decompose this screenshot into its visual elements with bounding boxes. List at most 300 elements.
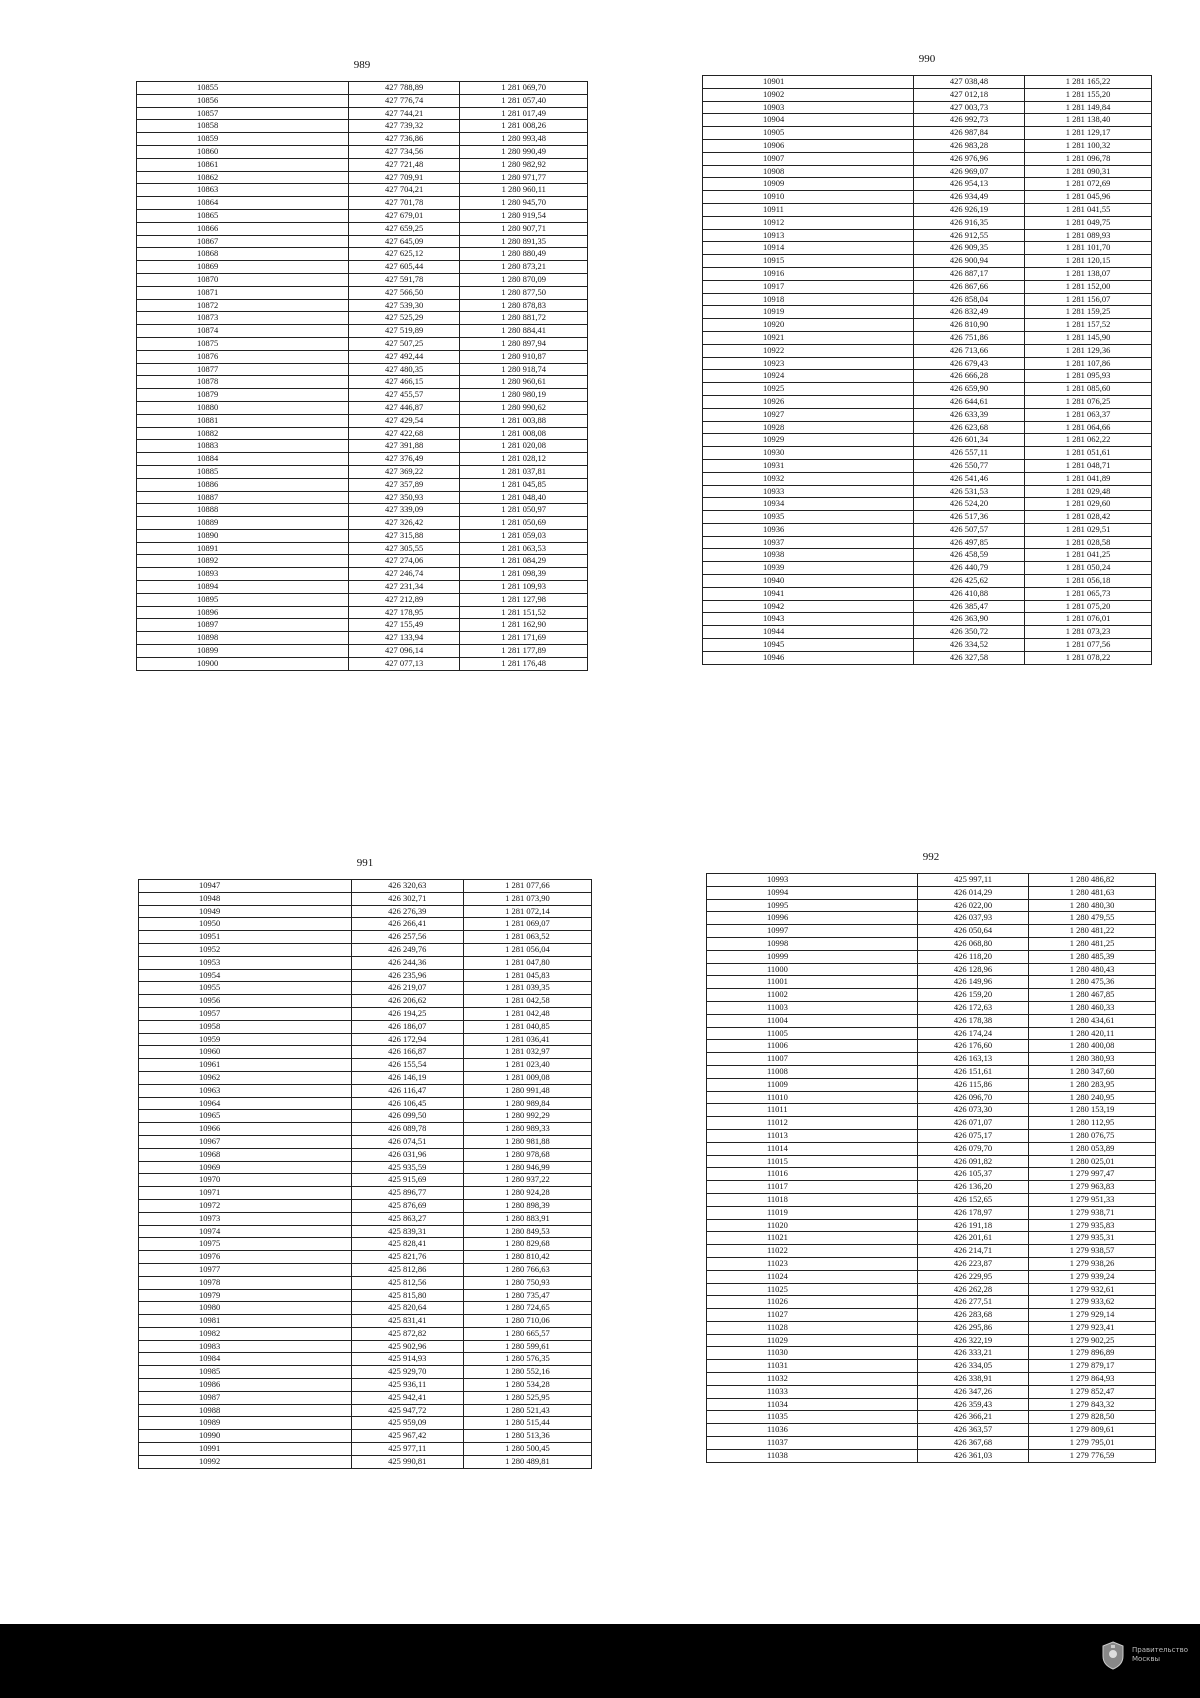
y-coordinate-cell: 1 280 907,71 [460, 222, 588, 235]
table-row [703, 229, 1152, 242]
x-coordinate-cell: 426 191,18 [917, 1219, 1028, 1232]
point-number-cell: 11034 [707, 1398, 918, 1411]
point-number-cell: 10901 [703, 76, 914, 89]
table-row [707, 1027, 1156, 1040]
x-coordinate-cell: 426 322,19 [917, 1334, 1028, 1347]
table-row [703, 472, 1152, 485]
point-number-cell: 10869 [137, 261, 349, 274]
point-number-cell: 10959 [139, 1033, 352, 1046]
x-coordinate-cell: 426 507,57 [913, 523, 1024, 536]
x-coordinate-cell: 426 440,79 [913, 562, 1024, 575]
x-coordinate-cell: 426 257,56 [351, 931, 463, 944]
y-coordinate-cell: 1 281 041,89 [1025, 472, 1152, 485]
y-coordinate-cell: 1 281 017,49 [460, 107, 588, 120]
point-number-cell: 10876 [137, 350, 349, 363]
y-coordinate-cell: 1 281 050,97 [460, 504, 588, 517]
footer-bar [0, 1624, 1200, 1698]
point-number-cell: 11020 [707, 1219, 918, 1232]
y-coordinate-cell: 1 280 521,43 [463, 1404, 591, 1417]
point-number-cell: 11024 [707, 1270, 918, 1283]
y-coordinate-cell: 1 280 877,50 [460, 286, 588, 299]
page-number: 989 [353, 59, 371, 71]
point-number-cell: 10895 [137, 593, 349, 606]
y-coordinate-cell: 1 280 937,22 [463, 1174, 591, 1187]
y-coordinate-cell: 1 279 929,14 [1029, 1309, 1156, 1322]
table-row [707, 1053, 1156, 1066]
x-coordinate-cell: 427 466,15 [348, 376, 460, 389]
x-coordinate-cell: 427 605,44 [348, 261, 460, 274]
table-row [137, 401, 588, 414]
table-row [703, 331, 1152, 344]
coordinates-table [138, 879, 592, 1469]
point-number-cell: 10936 [703, 523, 914, 536]
table-row [703, 165, 1152, 178]
y-coordinate-cell: 1 281 171,69 [460, 632, 588, 645]
x-coordinate-cell: 427 003,73 [913, 101, 1024, 114]
table-row [703, 613, 1152, 626]
x-coordinate-cell: 425 863,27 [351, 1212, 463, 1225]
x-coordinate-cell: 427 038,48 [913, 76, 1024, 89]
x-coordinate-cell: 426 172,63 [917, 1001, 1028, 1014]
y-coordinate-cell: 1 281 063,52 [463, 931, 591, 944]
table-row [703, 152, 1152, 165]
point-number-cell: 11026 [707, 1296, 918, 1309]
point-number-cell: 10974 [139, 1225, 352, 1238]
y-coordinate-cell: 1 281 159,25 [1025, 306, 1152, 319]
table-row [707, 950, 1156, 963]
x-coordinate-cell: 425 935,59 [351, 1161, 463, 1174]
point-number-cell: 10926 [703, 395, 914, 408]
point-number-cell: 10898 [137, 632, 349, 645]
table-row [137, 209, 588, 222]
point-number-cell: 10970 [139, 1174, 352, 1187]
point-number-cell: 10856 [137, 94, 349, 107]
table-row [139, 1123, 592, 1136]
y-coordinate-cell: 1 280 884,41 [460, 325, 588, 338]
x-coordinate-cell: 426 751,86 [913, 331, 1024, 344]
y-coordinate-cell: 1 280 480,30 [1029, 899, 1156, 912]
table-row [139, 1340, 592, 1353]
point-number-cell: 11021 [707, 1232, 918, 1245]
point-number-cell: 10977 [139, 1263, 352, 1276]
y-coordinate-cell: 1 281 056,04 [463, 943, 591, 956]
x-coordinate-cell: 426 524,20 [913, 498, 1024, 511]
page-number: 990 [918, 53, 936, 65]
x-coordinate-cell: 427 096,14 [348, 645, 460, 658]
x-coordinate-cell: 426 159,20 [917, 989, 1028, 1002]
table-row [139, 982, 592, 995]
y-coordinate-cell: 1 280 481,22 [1029, 925, 1156, 938]
table-row [139, 1059, 592, 1072]
table-row [137, 581, 588, 594]
x-coordinate-cell: 425 876,69 [351, 1199, 463, 1212]
point-number-cell: 10871 [137, 286, 349, 299]
point-number-cell: 11025 [707, 1283, 918, 1296]
table-row [703, 191, 1152, 204]
x-coordinate-cell: 426 350,72 [913, 626, 1024, 639]
y-coordinate-cell: 1 280 873,21 [460, 261, 588, 274]
x-coordinate-cell: 426 079,70 [917, 1142, 1028, 1155]
x-coordinate-cell: 425 959,09 [351, 1417, 463, 1430]
table-row [137, 427, 588, 440]
point-number-cell: 10899 [137, 645, 349, 658]
x-coordinate-cell: 427 625,12 [348, 248, 460, 261]
point-number-cell: 10913 [703, 229, 914, 242]
x-coordinate-cell: 426 166,87 [351, 1046, 463, 1059]
point-number-cell: 10990 [139, 1430, 352, 1443]
y-coordinate-cell: 1 279 951,33 [1029, 1193, 1156, 1206]
point-number-cell: 10988 [139, 1404, 352, 1417]
y-coordinate-cell: 1 280 829,68 [463, 1238, 591, 1251]
x-coordinate-cell: 427 519,89 [348, 325, 460, 338]
x-coordinate-cell: 427 012,18 [913, 88, 1024, 101]
point-number-cell: 10886 [137, 478, 349, 491]
table-row [139, 1225, 592, 1238]
table-row [707, 1373, 1156, 1386]
y-coordinate-cell: 1 281 051,61 [1025, 447, 1152, 460]
table-row [137, 286, 588, 299]
x-coordinate-cell: 427 736,86 [348, 133, 460, 146]
table-row [703, 216, 1152, 229]
x-coordinate-cell: 427 391,88 [348, 440, 460, 453]
x-coordinate-cell: 427 376,49 [348, 453, 460, 466]
y-coordinate-cell: 1 280 486,82 [1029, 874, 1156, 887]
table-row [137, 133, 588, 146]
y-coordinate-cell: 1 280 599,61 [463, 1340, 591, 1353]
point-number-cell: 10941 [703, 587, 914, 600]
y-coordinate-cell: 1 281 003,88 [460, 414, 588, 427]
y-coordinate-cell: 1 281 008,26 [460, 120, 588, 133]
x-coordinate-cell: 425 929,70 [351, 1366, 463, 1379]
x-coordinate-cell: 426 363,90 [913, 613, 1024, 626]
table-row [703, 357, 1152, 370]
point-number-cell: 10907 [703, 152, 914, 165]
x-coordinate-cell: 426 244,36 [351, 956, 463, 969]
point-number-cell: 11008 [707, 1065, 918, 1078]
y-coordinate-cell: 1 279 997,47 [1029, 1168, 1156, 1181]
y-coordinate-cell: 1 281 028,58 [1025, 536, 1152, 549]
x-coordinate-cell: 426 071,07 [917, 1117, 1028, 1130]
x-coordinate-cell: 427 231,34 [348, 581, 460, 594]
coordinates-table [702, 75, 1152, 665]
table-row [137, 337, 588, 350]
y-coordinate-cell: 1 280 665,57 [463, 1327, 591, 1340]
point-number-cell: 10864 [137, 197, 349, 210]
table-row [139, 1443, 592, 1456]
point-number-cell: 10978 [139, 1276, 352, 1289]
x-coordinate-cell: 426 633,39 [913, 408, 1024, 421]
x-coordinate-cell: 426 276,39 [351, 905, 463, 918]
x-coordinate-cell: 426 366,21 [917, 1411, 1028, 1424]
point-number-cell: 10881 [137, 414, 349, 427]
x-coordinate-cell: 427 133,94 [348, 632, 460, 645]
point-number-cell: 10922 [703, 344, 914, 357]
x-coordinate-cell: 427 659,25 [348, 222, 460, 235]
y-coordinate-cell: 1 280 480,43 [1029, 963, 1156, 976]
point-number-cell: 10900 [137, 657, 349, 670]
x-coordinate-cell: 427 679,01 [348, 209, 460, 222]
point-number-cell: 10943 [703, 613, 914, 626]
y-coordinate-cell: 1 280 766,63 [463, 1263, 591, 1276]
table-row [137, 542, 588, 555]
table-row [139, 1071, 592, 1084]
x-coordinate-cell: 426 367,68 [917, 1437, 1028, 1450]
y-coordinate-cell: 1 281 047,80 [463, 956, 591, 969]
y-coordinate-cell: 1 281 069,07 [463, 918, 591, 931]
y-coordinate-cell: 1 280 960,61 [460, 376, 588, 389]
x-coordinate-cell: 426 334,05 [917, 1360, 1028, 1373]
x-coordinate-cell: 426 163,13 [917, 1053, 1028, 1066]
table-row [707, 886, 1156, 899]
table-row [139, 1007, 592, 1020]
x-coordinate-cell: 425 936,11 [351, 1379, 463, 1392]
y-coordinate-cell: 1 280 891,35 [460, 235, 588, 248]
point-number-cell: 10965 [139, 1110, 352, 1123]
x-coordinate-cell: 426 916,35 [913, 216, 1024, 229]
x-coordinate-cell: 427 704,21 [348, 184, 460, 197]
table-row [139, 880, 592, 893]
point-number-cell: 11015 [707, 1155, 918, 1168]
point-number-cell: 10969 [139, 1161, 352, 1174]
y-coordinate-cell: 1 279 864,93 [1029, 1373, 1156, 1386]
point-number-cell: 10888 [137, 504, 349, 517]
table-row [707, 1424, 1156, 1437]
y-coordinate-cell: 1 280 481,63 [1029, 886, 1156, 899]
table-row [707, 1001, 1156, 1014]
x-coordinate-cell: 427 566,50 [348, 286, 460, 299]
x-coordinate-cell: 426 347,26 [917, 1385, 1028, 1398]
page-number: 991 [356, 857, 374, 869]
point-number-cell: 11005 [707, 1027, 918, 1040]
y-coordinate-cell: 1 280 810,42 [463, 1251, 591, 1264]
x-coordinate-cell: 426 219,07 [351, 982, 463, 995]
point-number-cell: 10867 [137, 235, 349, 248]
y-coordinate-cell: 1 280 534,28 [463, 1379, 591, 1392]
x-coordinate-cell: 427 305,55 [348, 542, 460, 555]
point-number-cell: 10904 [703, 114, 914, 127]
y-coordinate-cell: 1 280 971,77 [460, 171, 588, 184]
point-number-cell: 10875 [137, 337, 349, 350]
point-number-cell: 10989 [139, 1417, 352, 1430]
x-coordinate-cell: 426 073,30 [917, 1104, 1028, 1117]
x-coordinate-cell: 426 014,29 [917, 886, 1028, 899]
table-row [707, 1398, 1156, 1411]
point-number-cell: 11012 [707, 1117, 918, 1130]
x-coordinate-cell: 427 339,09 [348, 504, 460, 517]
point-number-cell: 11022 [707, 1245, 918, 1258]
point-number-cell: 10879 [137, 389, 349, 402]
point-number-cell: 11001 [707, 976, 918, 989]
logo-line-1: Правительство [1132, 1646, 1188, 1654]
table-row [707, 1091, 1156, 1104]
x-coordinate-cell: 426 262,28 [917, 1283, 1028, 1296]
y-coordinate-cell: 1 281 063,53 [460, 542, 588, 555]
x-coordinate-cell: 425 828,41 [351, 1238, 463, 1251]
y-coordinate-cell: 1 280 489,81 [463, 1455, 591, 1468]
y-coordinate-cell: 1 279 923,41 [1029, 1321, 1156, 1334]
x-coordinate-cell: 425 831,41 [351, 1315, 463, 1328]
x-coordinate-cell: 426 201,61 [917, 1232, 1028, 1245]
y-coordinate-cell: 1 279 896,89 [1029, 1347, 1156, 1360]
y-coordinate-cell: 1 281 048,40 [460, 491, 588, 504]
table-row [707, 1309, 1156, 1322]
y-coordinate-cell: 1 280 025,01 [1029, 1155, 1156, 1168]
x-coordinate-cell: 426 136,20 [917, 1181, 1028, 1194]
table-row [703, 306, 1152, 319]
y-coordinate-cell: 1 281 098,39 [460, 568, 588, 581]
y-coordinate-cell: 1 280 481,25 [1029, 937, 1156, 950]
y-coordinate-cell: 1 280 991,48 [463, 1084, 591, 1097]
x-coordinate-cell: 426 327,58 [913, 651, 1024, 664]
y-coordinate-cell: 1 281 075,20 [1025, 600, 1152, 613]
table-row [707, 912, 1156, 925]
table-row [703, 639, 1152, 652]
x-coordinate-cell: 425 812,56 [351, 1276, 463, 1289]
table-row [703, 293, 1152, 306]
table-row [139, 1391, 592, 1404]
y-coordinate-cell: 1 281 041,55 [1025, 203, 1152, 216]
table-row [139, 905, 592, 918]
x-coordinate-cell: 427 326,42 [348, 517, 460, 530]
point-number-cell: 10934 [703, 498, 914, 511]
point-number-cell: 10923 [703, 357, 914, 370]
point-number-cell: 10927 [703, 408, 914, 421]
table-row [703, 434, 1152, 447]
point-number-cell: 10971 [139, 1187, 352, 1200]
y-coordinate-cell: 1 279 938,57 [1029, 1245, 1156, 1258]
y-coordinate-cell: 1 281 096,78 [1025, 152, 1152, 165]
point-number-cell: 11035 [707, 1411, 918, 1424]
table-row [707, 1283, 1156, 1296]
point-number-cell: 10975 [139, 1238, 352, 1251]
x-coordinate-cell: 427 246,74 [348, 568, 460, 581]
point-number-cell: 10884 [137, 453, 349, 466]
x-coordinate-cell: 427 739,32 [348, 120, 460, 133]
x-coordinate-cell: 427 744,21 [348, 107, 460, 120]
point-number-cell: 10983 [139, 1340, 352, 1353]
point-number-cell: 10889 [137, 517, 349, 530]
x-coordinate-cell: 426 105,37 [917, 1168, 1028, 1181]
y-coordinate-cell: 1 280 978,68 [463, 1148, 591, 1161]
y-coordinate-cell: 1 279 963,83 [1029, 1181, 1156, 1194]
point-number-cell: 11004 [707, 1014, 918, 1027]
x-coordinate-cell: 426 172,94 [351, 1033, 463, 1046]
table-row [703, 114, 1152, 127]
y-coordinate-cell: 1 280 076,75 [1029, 1129, 1156, 1142]
x-coordinate-cell: 426 385,47 [913, 600, 1024, 613]
table-row [707, 1078, 1156, 1091]
table-row [707, 1104, 1156, 1117]
table-row [703, 76, 1152, 89]
y-coordinate-cell: 1 281 177,89 [460, 645, 588, 658]
table-row [139, 1148, 592, 1161]
y-coordinate-cell: 1 280 552,16 [463, 1366, 591, 1379]
point-number-cell: 10903 [703, 101, 914, 114]
point-number-cell: 11013 [707, 1129, 918, 1142]
point-number-cell: 11017 [707, 1181, 918, 1194]
y-coordinate-cell: 1 280 945,70 [460, 197, 588, 210]
table-row [703, 562, 1152, 575]
x-coordinate-cell: 426 983,28 [913, 139, 1024, 152]
y-coordinate-cell: 1 280 946,99 [463, 1161, 591, 1174]
table-row [139, 931, 592, 944]
x-coordinate-cell: 425 947,72 [351, 1404, 463, 1417]
x-coordinate-cell: 426 832,49 [913, 306, 1024, 319]
point-number-cell: 11019 [707, 1206, 918, 1219]
point-number-cell: 10998 [707, 937, 918, 950]
y-coordinate-cell: 1 281 029,48 [1025, 485, 1152, 498]
coordinates-table [136, 81, 588, 671]
table-row [707, 1129, 1156, 1142]
y-coordinate-cell: 1 280 515,44 [463, 1417, 591, 1430]
point-number-cell: 10938 [703, 549, 914, 562]
point-number-cell: 11030 [707, 1347, 918, 1360]
x-coordinate-cell: 426 359,43 [917, 1398, 1028, 1411]
point-number-cell: 10992 [139, 1455, 352, 1468]
table-row [703, 600, 1152, 613]
y-coordinate-cell: 1 281 045,96 [1025, 191, 1152, 204]
point-number-cell: 10859 [137, 133, 349, 146]
point-number-cell: 10931 [703, 459, 914, 472]
y-coordinate-cell: 1 281 037,81 [460, 465, 588, 478]
table-row [703, 498, 1152, 511]
point-number-cell: 10972 [139, 1199, 352, 1212]
x-coordinate-cell: 426 361,03 [917, 1449, 1028, 1462]
y-coordinate-cell: 1 280 420,11 [1029, 1027, 1156, 1040]
y-coordinate-cell: 1 281 042,48 [463, 1007, 591, 1020]
y-coordinate-cell: 1 280 400,08 [1029, 1040, 1156, 1053]
point-number-cell: 10925 [703, 383, 914, 396]
table-row [137, 273, 588, 286]
table-row [139, 1404, 592, 1417]
table-row [707, 1155, 1156, 1168]
point-number-cell: 10942 [703, 600, 914, 613]
table-row [703, 536, 1152, 549]
y-coordinate-cell: 1 281 029,51 [1025, 523, 1152, 536]
y-coordinate-cell: 1 280 485,39 [1029, 950, 1156, 963]
y-coordinate-cell: 1 280 989,84 [463, 1097, 591, 1110]
point-number-cell: 10961 [139, 1059, 352, 1072]
table-row [137, 248, 588, 261]
point-number-cell: 11006 [707, 1040, 918, 1053]
x-coordinate-cell: 426 099,50 [351, 1110, 463, 1123]
table-row [707, 1449, 1156, 1462]
point-number-cell: 10981 [139, 1315, 352, 1328]
table-row [707, 1065, 1156, 1078]
y-coordinate-cell: 1 280 897,94 [460, 337, 588, 350]
x-coordinate-cell: 426 206,62 [351, 995, 463, 1008]
table-row [707, 1117, 1156, 1130]
y-coordinate-cell: 1 280 467,85 [1029, 989, 1156, 1002]
point-number-cell: 10885 [137, 465, 349, 478]
y-coordinate-cell: 1 279 809,61 [1029, 1424, 1156, 1437]
y-coordinate-cell: 1 279 879,17 [1029, 1360, 1156, 1373]
table-row [137, 107, 588, 120]
x-coordinate-cell: 427 429,54 [348, 414, 460, 427]
point-number-cell: 10949 [139, 905, 352, 918]
x-coordinate-cell: 427 480,35 [348, 363, 460, 376]
table-row [703, 178, 1152, 191]
y-coordinate-cell: 1 281 076,25 [1025, 395, 1152, 408]
y-coordinate-cell: 1 281 009,08 [463, 1071, 591, 1084]
table-row [137, 222, 588, 235]
y-coordinate-cell: 1 280 924,28 [463, 1187, 591, 1200]
x-coordinate-cell: 426 976,96 [913, 152, 1024, 165]
y-coordinate-cell: 1 281 120,15 [1025, 255, 1152, 268]
table-row [707, 1347, 1156, 1360]
x-coordinate-cell: 426 320,63 [351, 880, 463, 893]
table-row [707, 1360, 1156, 1373]
